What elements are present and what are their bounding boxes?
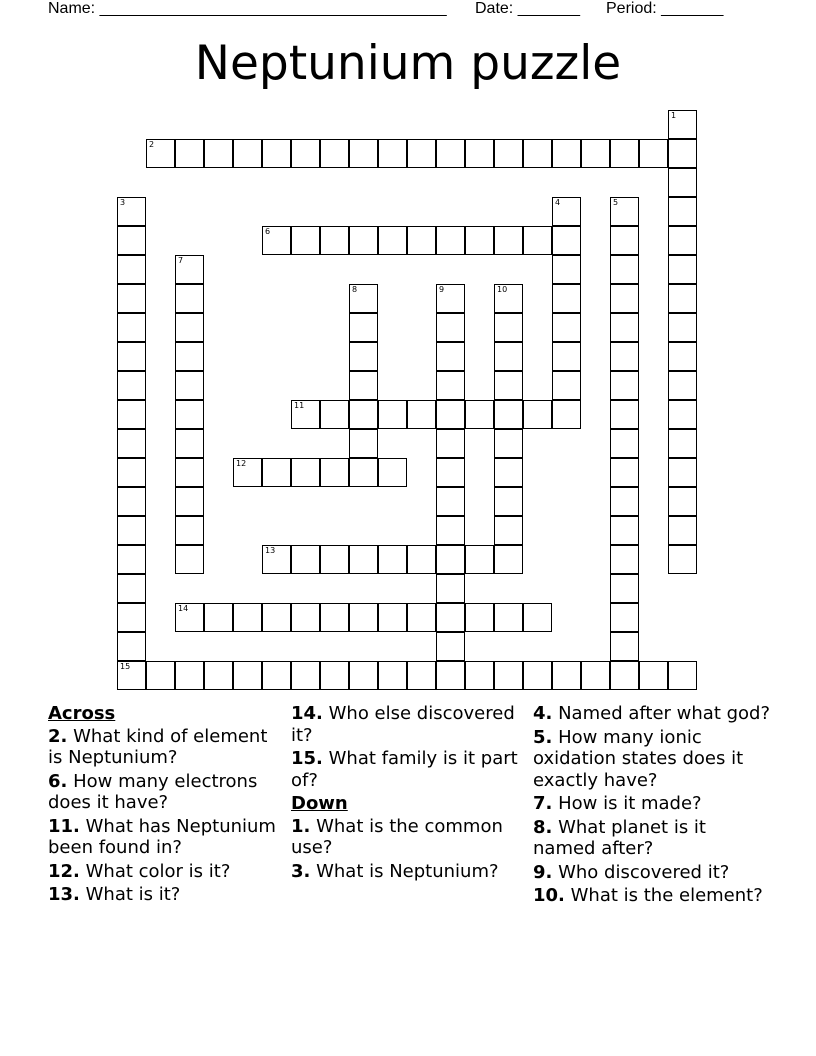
grid-cell[interactable] (523, 603, 552, 632)
grid-cell[interactable] (117, 632, 146, 661)
clue-number: 9. (533, 861, 553, 883)
grid-cell[interactable] (117, 487, 146, 516)
grid-cell[interactable] (175, 400, 204, 429)
across-clue (48, 771, 280, 814)
grid-cell[interactable] (262, 661, 291, 690)
grid-cell[interactable] (610, 313, 639, 342)
across-clue-list (48, 726, 280, 906)
grid-cell[interactable] (117, 661, 146, 690)
clue-text: Who else discovered it? (291, 703, 515, 746)
grid-cell[interactable] (349, 371, 378, 400)
grid-cell[interactable] (117, 545, 146, 574)
grid-cell[interactable] (494, 603, 523, 632)
grid-cell[interactable] (668, 168, 697, 197)
grid-cell[interactable] (494, 516, 523, 545)
period-label: Period: (606, 0, 657, 17)
grid-cell[interactable] (581, 661, 610, 690)
grid-cell[interactable] (378, 226, 407, 255)
clue-text: What is the element? (564, 885, 763, 906)
clue-number-label: 15 (120, 662, 131, 671)
clue-text: What family is it part of? (291, 748, 518, 791)
grid-cell[interactable] (465, 139, 494, 168)
grid-cell[interactable] (175, 661, 204, 690)
clue-text: What has Neptunium been found in? (48, 815, 276, 858)
grid-cell[interactable] (262, 545, 291, 574)
grid-cell[interactable] (320, 226, 349, 255)
grid-cell[interactable] (117, 516, 146, 545)
grid-cell[interactable] (668, 342, 697, 371)
grid-cell[interactable] (436, 139, 465, 168)
grid-cell[interactable] (117, 197, 146, 226)
clue-number: 15. (291, 748, 323, 769)
grid-cell[interactable] (436, 400, 465, 429)
grid-cell[interactable] (436, 574, 465, 603)
grid-cell[interactable] (668, 458, 697, 487)
down-clue (533, 885, 773, 907)
grid-cell[interactable] (610, 255, 639, 284)
grid-cell[interactable] (610, 400, 639, 429)
grid-cell[interactable] (175, 342, 204, 371)
grid-cell[interactable] (494, 139, 523, 168)
down-clue (533, 817, 773, 860)
grid-cell[interactable] (320, 139, 349, 168)
down-clue (291, 816, 523, 859)
clue-text: What kind of element is Neptunium? (48, 725, 268, 768)
grid-cell[interactable] (349, 400, 378, 429)
grid-cell[interactable] (233, 661, 262, 690)
grid-cell[interactable] (320, 603, 349, 632)
across-heading: Across (48, 703, 116, 724)
grid-cell[interactable] (407, 603, 436, 632)
grid-cell[interactable] (494, 371, 523, 400)
grid-cell[interactable] (320, 458, 349, 487)
grid-cell[interactable] (639, 661, 668, 690)
clue-number: 11. (48, 815, 80, 837)
grid-cell[interactable] (349, 226, 378, 255)
grid-cell[interactable] (175, 603, 204, 632)
grid-cell[interactable] (378, 458, 407, 487)
period-blank[interactable]: _______ (661, 0, 724, 17)
grid-cell[interactable] (117, 603, 146, 632)
grid-cell[interactable] (610, 197, 639, 226)
grid-cell[interactable] (523, 400, 552, 429)
grid-cell[interactable] (465, 661, 494, 690)
clue-number-label: 7 (178, 256, 184, 265)
down-clue-list-continued (533, 703, 773, 907)
clue-number: 10. (533, 885, 565, 906)
clue-number: 12. (48, 860, 80, 882)
clue-number-label: 6 (265, 227, 271, 236)
grid-cell[interactable] (378, 400, 407, 429)
page-title: Neptunium puzzle (194, 36, 622, 91)
grid-cell[interactable] (117, 574, 146, 603)
grid-cell[interactable] (668, 226, 697, 255)
grid-cell[interactable] (233, 139, 262, 168)
name-blank[interactable]: _______________________________________ (99, 0, 447, 17)
clue-number-label: 8 (352, 285, 358, 294)
clue-text: How is it made? (552, 793, 702, 814)
grid-cell[interactable] (291, 603, 320, 632)
grid-cell[interactable] (349, 661, 378, 690)
grid-cell[interactable] (552, 342, 581, 371)
grid-cell[interactable] (610, 342, 639, 371)
date-label: Date: (475, 0, 514, 17)
clue-number: 6. (48, 770, 68, 792)
clue-text: What color is it? (79, 860, 231, 882)
down-clue (291, 861, 523, 883)
grid-cell[interactable] (465, 545, 494, 574)
grid-cell[interactable] (233, 458, 262, 487)
grid-cell[interactable] (291, 458, 320, 487)
grid-cell[interactable] (610, 516, 639, 545)
grid-cell[interactable] (117, 458, 146, 487)
grid-cell[interactable] (117, 342, 146, 371)
grid-cell[interactable] (262, 226, 291, 255)
grid-cell[interactable] (494, 661, 523, 690)
grid-cell[interactable] (668, 139, 697, 168)
clue-number-label: 12 (236, 459, 247, 468)
grid-cell[interactable] (436, 545, 465, 574)
down-clue (533, 862, 773, 884)
grid-cell[interactable] (610, 284, 639, 313)
grid-cell[interactable] (668, 313, 697, 342)
grid-cell[interactable] (610, 632, 639, 661)
grid-cell[interactable] (233, 603, 262, 632)
down-clue-list (291, 816, 523, 883)
down-clue (533, 727, 773, 792)
clue-number: 8. (533, 816, 553, 838)
grid-cell[interactable] (175, 516, 204, 545)
grid-cell[interactable] (552, 371, 581, 400)
grid-cell[interactable] (378, 603, 407, 632)
grid-cell[interactable] (320, 545, 349, 574)
down-heading: Down (291, 793, 348, 814)
grid-cell[interactable] (175, 284, 204, 313)
grid-cell[interactable] (610, 574, 639, 603)
grid-cell[interactable] (436, 458, 465, 487)
grid-cell[interactable] (581, 139, 610, 168)
grid-cell[interactable] (320, 400, 349, 429)
grid-cell[interactable] (436, 603, 465, 632)
mixed-clues-column (291, 703, 523, 884)
down-clue (533, 703, 773, 725)
grid-cell[interactable] (407, 400, 436, 429)
grid-cell[interactable] (349, 545, 378, 574)
clue-text: What is the common use? (291, 815, 503, 858)
grid-cell[interactable] (436, 429, 465, 458)
grid-cell[interactable] (436, 661, 465, 690)
grid-cell[interactable] (204, 603, 233, 632)
grid-cell[interactable] (494, 458, 523, 487)
grid-cell[interactable] (552, 661, 581, 690)
across-clue (48, 861, 280, 883)
clue-number: 13. (48, 884, 80, 905)
grid-cell[interactable] (610, 458, 639, 487)
grid-cell[interactable] (262, 603, 291, 632)
clue-text: What planet is it named after? (533, 816, 706, 859)
grid-cell[interactable] (175, 371, 204, 400)
grid-cell[interactable] (117, 313, 146, 342)
grid-cell[interactable] (175, 313, 204, 342)
grid-cell[interactable] (175, 139, 204, 168)
clue-number-label: 5 (613, 198, 619, 207)
grid-cell[interactable] (175, 429, 204, 458)
grid-cell[interactable] (494, 313, 523, 342)
down-clues-column (533, 703, 773, 909)
grid-cell[interactable] (291, 661, 320, 690)
grid-cell[interactable] (146, 661, 175, 690)
grid-cell[interactable] (349, 458, 378, 487)
grid-cell[interactable] (523, 226, 552, 255)
grid-cell[interactable] (610, 661, 639, 690)
grid-cell[interactable] (436, 284, 465, 313)
grid-cell[interactable] (436, 371, 465, 400)
across-clues-column (48, 703, 280, 908)
across-clue (48, 816, 280, 859)
grid-cell[interactable] (494, 342, 523, 371)
grid-cell[interactable] (349, 139, 378, 168)
grid-cell[interactable] (668, 429, 697, 458)
grid-cell[interactable] (436, 342, 465, 371)
grid-cell[interactable] (668, 516, 697, 545)
grid-cell[interactable] (610, 139, 639, 168)
grid-cell[interactable] (610, 429, 639, 458)
grid-cell[interactable] (610, 487, 639, 516)
grid-cell[interactable] (668, 255, 697, 284)
grid-cell[interactable] (117, 400, 146, 429)
grid-cell[interactable] (204, 661, 233, 690)
grid-cell[interactable] (291, 545, 320, 574)
grid-cell[interactable] (494, 400, 523, 429)
clue-text: What is Neptunium? (310, 860, 499, 882)
grid-cell[interactable] (494, 226, 523, 255)
grid-cell[interactable] (494, 545, 523, 574)
grid-cell[interactable] (378, 139, 407, 168)
clue-number-label: 11 (294, 401, 305, 410)
grid-cell[interactable] (610, 603, 639, 632)
clue-number: 14. (291, 703, 323, 724)
grid-cell[interactable] (610, 545, 639, 574)
grid-cell[interactable] (436, 226, 465, 255)
grid-cell[interactable] (291, 400, 320, 429)
grid-cell[interactable] (523, 661, 552, 690)
grid-cell[interactable] (552, 400, 581, 429)
grid-cell[interactable] (175, 545, 204, 574)
grid-cell[interactable] (146, 139, 175, 168)
clue-number-label: 13 (265, 546, 276, 555)
clue-number: 5. (533, 726, 553, 748)
grid-cell[interactable] (291, 226, 320, 255)
grid-cell[interactable] (552, 139, 581, 168)
grid-cell[interactable] (552, 255, 581, 284)
grid-cell[interactable] (291, 139, 320, 168)
grid-cell[interactable] (407, 661, 436, 690)
grid-cell[interactable] (117, 284, 146, 313)
grid-cell[interactable] (117, 429, 146, 458)
clue-number: 1. (291, 815, 311, 837)
grid-cell[interactable] (378, 661, 407, 690)
grid-cell[interactable] (494, 284, 523, 313)
grid-cell[interactable] (436, 516, 465, 545)
grid-cell[interactable] (523, 139, 552, 168)
grid-cell[interactable] (610, 226, 639, 255)
grid-cell[interactable] (175, 487, 204, 516)
across-clue (291, 748, 523, 791)
across-clue (291, 703, 523, 746)
down-clue (533, 793, 773, 815)
grid-cell[interactable] (610, 371, 639, 400)
across-clue (48, 726, 280, 769)
grid-cell[interactable] (349, 313, 378, 342)
grid-cell[interactable] (117, 255, 146, 284)
grid-cell[interactable] (552, 226, 581, 255)
across-clue (48, 884, 280, 906)
grid-cell[interactable] (262, 458, 291, 487)
grid-cell[interactable] (407, 545, 436, 574)
grid-cell[interactable] (668, 487, 697, 516)
grid-cell[interactable] (668, 284, 697, 313)
grid-cell[interactable] (668, 371, 697, 400)
grid-cell[interactable] (378, 545, 407, 574)
grid-cell[interactable] (262, 139, 291, 168)
grid-cell[interactable] (552, 313, 581, 342)
grid-cell[interactable] (668, 197, 697, 226)
clue-text: How many electrons does it have? (48, 770, 258, 813)
grid-cell[interactable] (320, 661, 349, 690)
clue-number-label: 3 (120, 198, 126, 207)
clue-number: 3. (291, 860, 311, 882)
grid-cell[interactable] (349, 603, 378, 632)
grid-cell[interactable] (407, 226, 436, 255)
grid-cell[interactable] (349, 284, 378, 313)
grid-cell[interactable] (436, 632, 465, 661)
grid-cell[interactable] (668, 110, 697, 139)
clue-text: Who discovered it? (552, 861, 730, 883)
grid-cell[interactable] (436, 487, 465, 516)
across-clue-list-continued (291, 703, 523, 791)
name-label: Name: (48, 0, 96, 17)
date-blank[interactable]: _______ (517, 0, 580, 17)
grid-cell[interactable] (117, 226, 146, 255)
clue-number: 2. (48, 725, 68, 747)
grid-cell[interactable] (494, 487, 523, 516)
clue-number-label: 1 (671, 111, 677, 120)
grid-cell[interactable] (465, 603, 494, 632)
grid-cell[interactable] (349, 429, 378, 458)
clue-number: 7. (533, 793, 553, 814)
clue-number-label: 2 (149, 140, 155, 149)
grid-cell[interactable] (465, 226, 494, 255)
grid-cell[interactable] (407, 139, 436, 168)
grid-cell[interactable] (175, 255, 204, 284)
grid-cell[interactable] (668, 545, 697, 574)
grid-cell[interactable] (639, 139, 668, 168)
grid-cell[interactable] (668, 661, 697, 690)
clue-number: 4. (533, 703, 553, 724)
clue-number-label: 9 (439, 285, 445, 294)
grid-cell[interactable] (552, 284, 581, 313)
clue-number-label: 4 (555, 198, 561, 207)
clue-number-label: 14 (178, 604, 189, 613)
grid-cell[interactable] (204, 139, 233, 168)
clue-text: What is it? (79, 884, 181, 905)
clue-text: Named after what god? (552, 703, 771, 724)
grid-cell[interactable] (668, 400, 697, 429)
grid-cell[interactable] (117, 371, 146, 400)
grid-cell[interactable] (436, 313, 465, 342)
grid-cell[interactable] (465, 400, 494, 429)
grid-cell[interactable] (349, 342, 378, 371)
grid-cell[interactable] (494, 429, 523, 458)
clue-number-label: 10 (497, 285, 508, 294)
clue-text: How many ionic oxidation states does it exactly have? (533, 726, 744, 791)
grid-cell[interactable] (175, 458, 204, 487)
grid-cell[interactable] (552, 197, 581, 226)
